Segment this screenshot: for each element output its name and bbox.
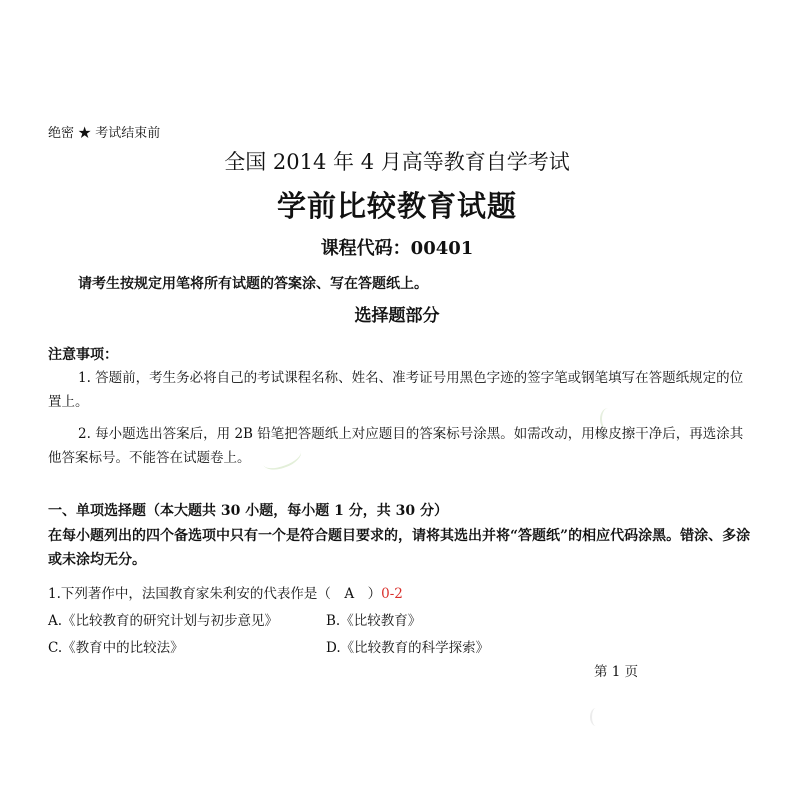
subject-title: 学前比较教育试题 (276, 189, 517, 223)
question-1 (48, 582, 403, 602)
notice-item-1-text: 1. 答题前，考生务必将自己的考试课程名称、姓名、准考证号用黑色字迹的签字笔或钢笔填写在答题纸规定的位置上。 (48, 370, 744, 410)
question-1-note: 0-2 (381, 586, 403, 602)
answer-instruction: 请考生按规定用笔将所有试题的答案涂、写在答题纸上。 (78, 276, 428, 292)
exam-title: 全国 2014 年 4 月高等教育自学考试 (224, 150, 570, 174)
option-a: A.《比较教育的研究计划与初步意见》 (48, 613, 279, 629)
notice-title: 注意事项： (48, 347, 118, 363)
scan-artifact (590, 708, 602, 726)
notice-item-1 (48, 366, 748, 414)
page-number: 第 1 页 (594, 664, 639, 680)
option-b: B.《比较教育》 (326, 613, 422, 629)
watermark-trace-right (600, 408, 616, 430)
part-one-description: 在每小题列出的四个备选项中只有一个是符合题目要求的，请将其选出并将“答题纸”的相应代码涂黑。错涂、多涂或未涂均无分。 (48, 528, 751, 568)
confidential-label: 绝密 ★ 考试结束前 (48, 126, 161, 141)
option-c: C.《教育中的比较法》 (48, 640, 184, 656)
question-1-text: 1.下列著作中，法国教育家朱利安的代表作是（ A ） (48, 586, 382, 602)
notice-item-2 (48, 422, 748, 470)
course-code: 课程代码：00401 (320, 238, 474, 259)
part-one-header: 一、单项选择题（本大题共 30 小题，每小题 1 分，共 30 分） (48, 503, 448, 519)
section-title: 选择题部分 (354, 306, 440, 326)
option-d: D.《比较教育的科学探索》 (326, 640, 490, 656)
notice-item-2-text: 2. 每小题选出答案后，用 2B 铅笔把答题纸上对应题目的答案标号涂黑。如需改动，用橡皮擦干净后，再选涂其他答案标号。不能答在试题卷上。 (48, 426, 744, 466)
